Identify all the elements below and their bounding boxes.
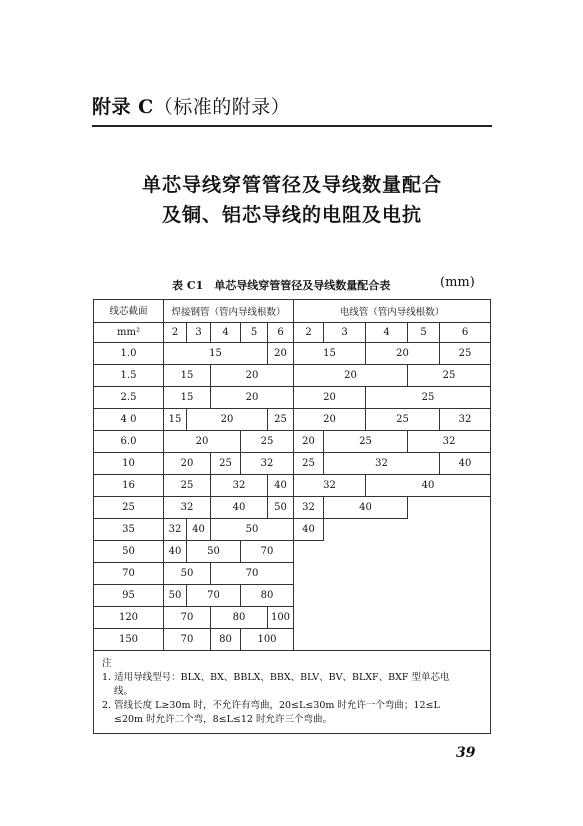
table-row	[94, 409, 491, 431]
table-header-row	[94, 300, 491, 323]
cross-section-cell: 35	[94, 519, 164, 541]
note-2: 2. 管线长度 L≥30m 时，不允许有弯曲，20≤L≤30m 时允许一个弯曲；12≤L	[102, 700, 440, 711]
table-row	[94, 431, 491, 453]
table-row	[94, 387, 491, 409]
cross-section-cell: 16	[94, 475, 164, 497]
header-unit: mm²	[94, 323, 164, 343]
table-row	[94, 365, 491, 387]
page-title-line1: 单芯导线穿管管径及导线数量配合	[141, 174, 442, 196]
value-cell: 50	[164, 563, 211, 585]
empty-cell	[408, 497, 491, 519]
note-1: 1. 适用导线型号：BLX、BX、BBLX、BBX、BLV、BV、BLXF、BXF 型单芯电	[102, 672, 450, 683]
value-cell: 25	[366, 409, 440, 431]
table-row	[94, 475, 491, 497]
appendix-heading	[92, 92, 290, 119]
notes-cell	[94, 651, 491, 734]
count-cell: 6	[268, 323, 294, 343]
value-cell: 32	[440, 409, 491, 431]
count-cell: 3	[324, 323, 366, 343]
value-cell: 20	[294, 409, 366, 431]
empty-cell	[294, 563, 491, 585]
appendix-subtitle: （标准的附录）	[153, 96, 291, 118]
table-row	[94, 541, 491, 563]
cross-section-cell: 1.0	[94, 343, 164, 365]
cross-section-cell: 95	[94, 585, 164, 607]
cross-section-cell: 25	[94, 497, 164, 519]
value-cell: 20	[294, 365, 408, 387]
value-cell: 32	[164, 519, 187, 541]
table-row	[94, 607, 491, 629]
value-cell: 25	[324, 431, 408, 453]
value-cell: 25	[268, 409, 294, 431]
value-cell: 25	[241, 431, 294, 453]
count-cell: 4	[366, 323, 408, 343]
table-count-row	[94, 323, 491, 343]
header-welded-pipe: 焊接钢管（管内导线根数）	[164, 300, 294, 323]
cross-section-cell: 6.0	[94, 431, 164, 453]
value-cell: 15	[164, 409, 187, 431]
table-caption-text: 表 C1 单芯导线穿管管径及导线数量配合表	[172, 279, 391, 292]
value-cell: 70	[211, 563, 294, 585]
value-cell: 25	[408, 365, 491, 387]
value-cell: 20	[211, 365, 294, 387]
value-cell: 70	[164, 629, 211, 651]
cross-section-cell: 10	[94, 453, 164, 475]
value-cell: 50	[187, 541, 241, 563]
value-cell: 20	[294, 387, 366, 409]
value-cell: 80	[211, 607, 268, 629]
value-cell: 20	[164, 431, 241, 453]
value-cell: 25	[294, 453, 324, 475]
table-row	[94, 453, 491, 475]
value-cell: 40	[324, 497, 408, 519]
count-cell: 4	[211, 323, 241, 343]
value-cell: 32	[164, 497, 211, 519]
value-cell: 15	[164, 387, 211, 409]
page-number: 39	[456, 745, 476, 761]
cross-section-cell: 50	[94, 541, 164, 563]
cross-section-cell: 1.5	[94, 365, 164, 387]
count-cell: 3	[187, 323, 211, 343]
value-cell: 20	[187, 409, 268, 431]
value-cell: 15	[164, 343, 268, 365]
value-cell: 20	[294, 431, 324, 453]
page-title-line2: 及铜、铝芯导线的电阻及电抗	[161, 204, 422, 226]
value-cell: 70	[164, 607, 211, 629]
value-cell: 32	[408, 431, 491, 453]
value-cell: 40	[211, 497, 268, 519]
value-cell: 32	[241, 453, 294, 475]
table-row	[94, 519, 491, 541]
empty-cell	[294, 607, 491, 629]
empty-cell	[294, 629, 491, 651]
empty-cell	[294, 585, 491, 607]
value-cell: 15	[164, 365, 211, 387]
value-cell: 25	[366, 387, 491, 409]
value-cell: 20	[211, 387, 294, 409]
note-1-cont: 线。	[114, 686, 134, 697]
cross-section-cell: 4 0	[94, 409, 164, 431]
value-cell: 80	[241, 585, 294, 607]
header-cross-section: 线芯截面	[94, 300, 164, 323]
count-cell: 2	[164, 323, 187, 343]
cross-section-cell: 120	[94, 607, 164, 629]
value-cell: 100	[268, 607, 294, 629]
appendix-label: 附录 C	[92, 96, 154, 118]
value-cell: 40	[366, 475, 491, 497]
value-cell: 32	[211, 475, 268, 497]
count-cell: 5	[241, 323, 268, 343]
value-cell: 20	[164, 453, 211, 475]
count-cell: 2	[294, 323, 324, 343]
page-title	[92, 170, 492, 230]
value-cell: 40	[440, 453, 491, 475]
count-cell: 5	[408, 323, 440, 343]
cross-section-cell: 150	[94, 629, 164, 651]
value-cell: 20	[366, 343, 440, 365]
table-row	[94, 343, 491, 365]
value-cell: 70	[187, 585, 241, 607]
table-row	[94, 629, 491, 651]
value-cell: 100	[241, 629, 294, 651]
table-row	[94, 563, 491, 585]
value-cell: 40	[187, 519, 211, 541]
table-row	[94, 497, 491, 519]
value-cell: 20	[268, 343, 294, 365]
value-cell: 70	[241, 541, 294, 563]
value-cell: 50	[211, 519, 294, 541]
note-2-cont: ≤20m 时允许二个弯，8≤L≤12 时允许三个弯曲。	[114, 714, 332, 725]
conduit-table	[93, 299, 491, 734]
cross-section-cell: 2.5	[94, 387, 164, 409]
cross-section-cell: 70	[94, 563, 164, 585]
value-cell: 40	[164, 541, 187, 563]
count-cell: 6	[440, 323, 491, 343]
table-row	[94, 585, 491, 607]
heading-rule	[92, 125, 492, 127]
value-cell: 80	[211, 629, 241, 651]
notes-label: 注	[102, 658, 112, 669]
empty-cell	[294, 541, 491, 563]
value-cell: 50	[164, 585, 187, 607]
table-unit: (mm)	[440, 275, 475, 290]
value-cell: 32	[294, 475, 366, 497]
value-cell: 25	[211, 453, 241, 475]
value-cell: 40	[294, 519, 324, 541]
value-cell: 32	[324, 453, 440, 475]
value-cell: 40	[268, 475, 294, 497]
value-cell: 15	[294, 343, 366, 365]
header-wire-conduit: 电线管（管内导线根数）	[294, 300, 491, 323]
value-cell: 25	[440, 343, 491, 365]
value-cell: 50	[268, 497, 294, 519]
value-cell: 32	[294, 497, 324, 519]
value-cell: 25	[164, 475, 211, 497]
notes-row	[94, 651, 491, 734]
empty-cell	[324, 519, 491, 541]
